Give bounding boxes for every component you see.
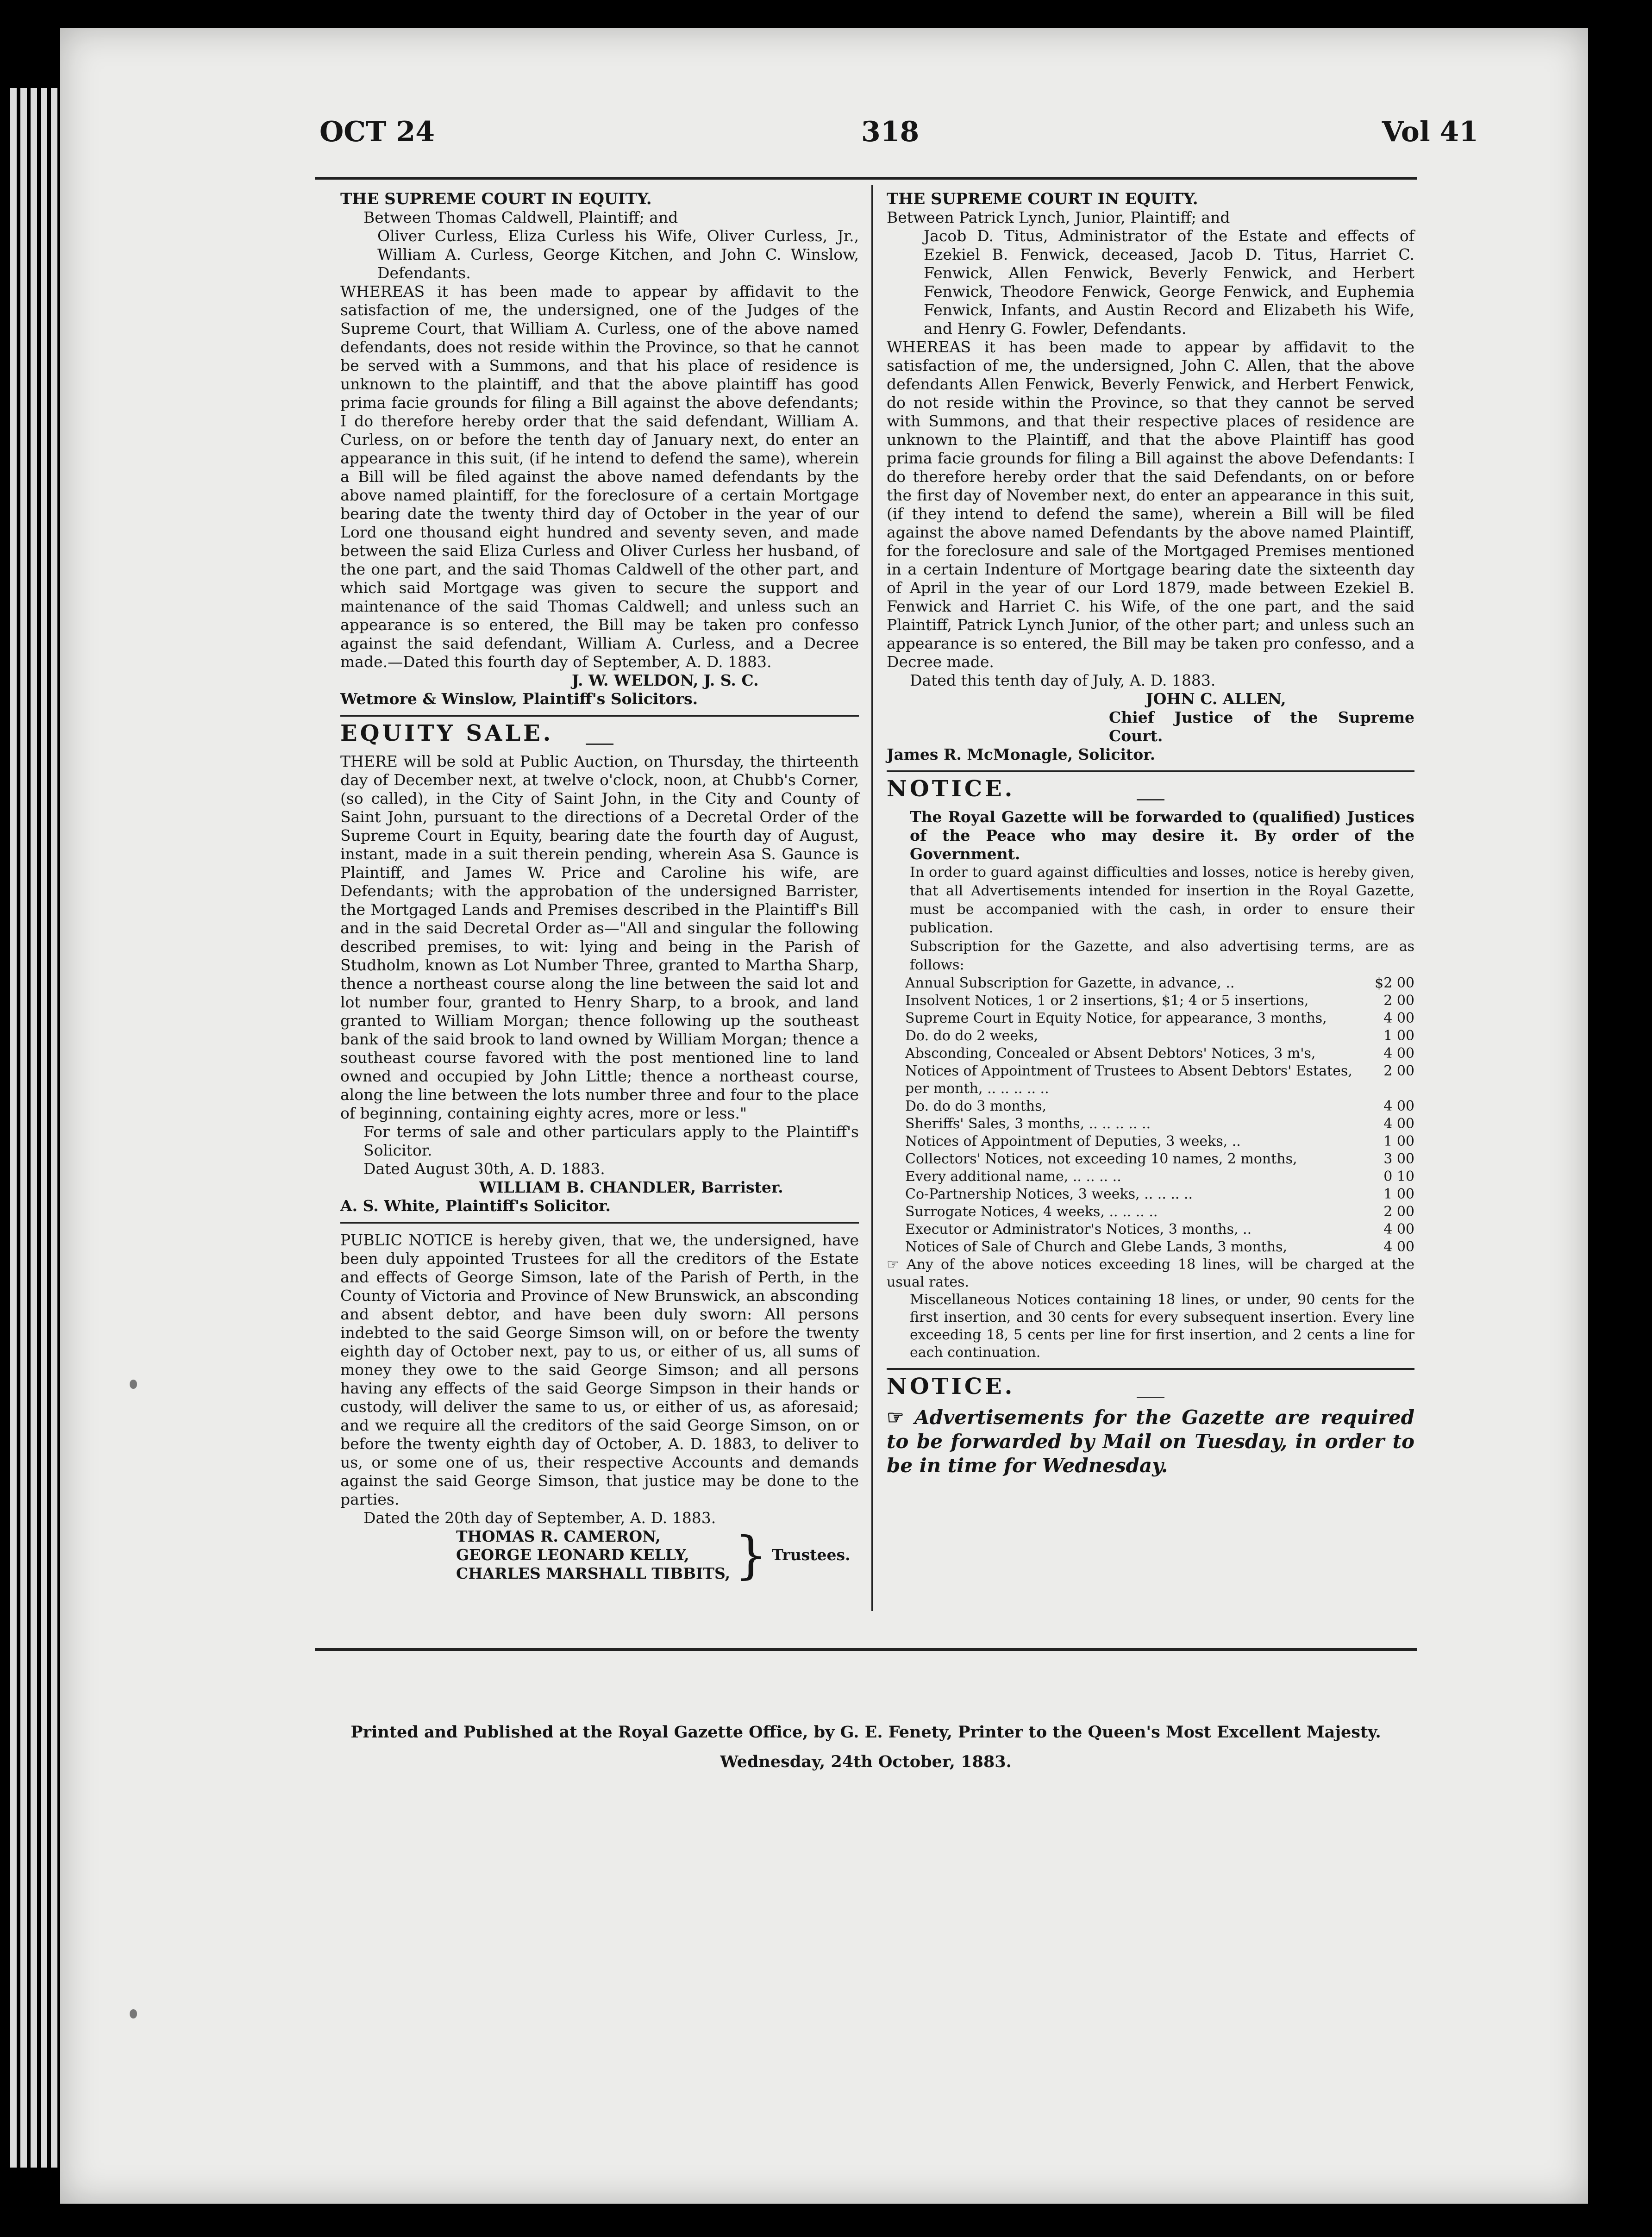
left-court-title: THE SUPREME COURT IN EQUITY. [340,190,652,208]
rate-row: Insolvent Notices, 1 or 2 insertions, $1; 4 or 5 insertions, 2 00 [905,993,1414,1009]
rate-row: Co-Partnership Notices, 3 weeks, .. .. .. .. 1 00 [905,1186,1414,1202]
column-divider [871,185,873,1611]
header-rule [315,177,1417,180]
trustees-label: Trustees. [772,1546,851,1564]
right-court-dated: Dated this tenth day of July, A. D. 1883. [910,671,1216,689]
notice-lead: The Royal Gazette will be forwarded to (qualified) Justices of the Peace who may desire it. By order of the Government. [910,808,1414,863]
right-court-parties: Between Patrick Lynch, Junior, Plaintiff; and [887,208,1230,226]
notice2-body [887,1406,1414,1478]
left-court-parties: Between Thomas Caldwell, Plaintiff; and [363,208,678,226]
notice-misc: Miscellaneous Notices containing 18 lines, or under, 90 cents for the first insertion, and 30 cents for every subsequent insertion. Every line exceeding 18, 5 cents per line for first insertion, and 2 cents a line for each continuation. [910,1292,1414,1361]
rate-row: Annual Subscription for Gazette, in advance, .. $2 00 [905,975,1414,991]
page-edge [41,88,47,2168]
equity-sale-body: THERE will be sold at Public Auction, on Thursday, the thirteenth day of December next, at twelve o'clock, noon, at Chubb's Corner, (so called), in the City of Saint John, in the City and County of Saint John, pursuant to the directions of a Decretal Order of the Supreme Court in Equity, bearing date the fourth day of August, instant, made in a suit therein pending, wherein Asa S. Gaunce is Plaintiff, and James W. Price and Caroline his wife, are Defendants; with the approbation of the undersigned Barrister, the Mortgaged Lands and Premises described in the Plaintiff's Bill and in the said Decretal Order as—"All and singular the following described premises, to wit: lying and being in the Parish of Studholm, known as Lot Number Three, granted to Martha Sharp, thence a northeast course along the line between the said lot and lot number four, granted to Henry Sharp, to a brook, and land granted to William Morgan; thence following up the southeast bank of the said brook to land owned by William Morgan; thence a southeast course favored with the post mentioned line to land owned and occupied by John Little; thence a northeast course, along the line between the lots number three and four to the place of beginning, containing eighty acres, more or less." [340,752,859,1122]
footer-rule [315,1648,1417,1651]
pointing-hand-icon: ☞ [887,1406,904,1429]
notice-exceed-text: Any of the above notices exceeding 18 lines, will be charged at the usual rates. [887,1256,1414,1290]
right-court-title: THE SUPREME COURT IN EQUITY. [887,190,1198,208]
binding-hole [130,1380,137,1389]
right-court-defendants: Jacob D. Titus, Administrator of the Estate and effects of Ezekiel B. Fenwick, deceased, Jacob D. Titus, Harriet C. Fenwick, Allen Fenwick, Beverly Fenwick, and Herbert Fenwick, Theodore Fenwick, George Fenwick, and Euphemia Fenwick, Infants, and Austin Record and Elizabeth his Wife, and Henry G. Fowler, Defendants. [924,227,1414,337]
page-header [315,111,1488,162]
page-footer [315,1718,1417,1777]
rate-row: Do. do do 2 weeks, 1 00 [905,1028,1414,1044]
section-rule [887,1368,1414,1370]
right-court-judge: JOHN C. ALLEN, [1146,690,1286,708]
notice2-title: NOTICE. [887,1374,1015,1400]
volume-number: Vol 41 [1382,116,1478,148]
equity-sale-dated: Dated August 30th, A. D. 1883. [363,1160,605,1178]
rate-row: Executor or Administrator's Notices, 3 months, .. 4 00 [905,1221,1414,1237]
equity-sale-barrister: WILLIAM B. CHANDLER, Barrister. [479,1178,783,1196]
notice-guard: In order to guard against difficulties and losses, notice is hereby given, that all Advertisements intended for insertion in the Royal Gazette, must be accompanied with the cash, in order to ensure their publication. [910,864,1414,936]
rate-row: Notices of Appointment of Deputies, 3 weeks, .. 1 00 [905,1133,1414,1150]
short-rule [1137,799,1164,800]
rate-row: Every additional name, .. .. .. .. 0 10 [905,1168,1414,1185]
left-court-judge: J. W. WELDON, J. S. C. [572,671,759,689]
equity-sale-title: EQUITY SALE. [340,720,554,746]
short-rule [586,744,613,745]
notice-exceed [887,1256,1414,1291]
left-court-defendants: Oliver Curless, Eliza Curless his Wife, Oliver Curless, Jr., William A. Curless, George Kitchen, and John C. Winslow, Defendants. [377,227,859,282]
right-court-body: WHEREAS it has been made to appear by affidavit to the satisfaction of me, the undersigned, John C. Allen, that the above defendants Allen Fenwick, Beverly Fenwick, and Herbert Fenwick, do not reside within the Province, so that they cannot be served with Summons, and that their respective places of residence are unknown to the Plaintiff, and that the above Plaintiff has good prima facie grounds for filing a Bill against the above Defendants: I do therefore hereby order that the said Defendants, on or before the first day of November next, do enter an appearance in this suit, (if they intend to defend the same), wherein a Bill will be filed against the above named Defendants by the above named Plaintiff, for the foreclosure and sale of the Mortgaged Premises mentioned in a certain Indenture of Mortgage bearing date the sixteenth day of April in the year of our Lord 1879, made between Ezekiel B. Fenwick and Harriet C. his Wife, of the one part, and the said Plaintiff, Patrick Lynch Junior, of the other part; and unless such an appearance is so entered, the Bill may be taken pro confesso, and a Decree made. [887,338,1414,671]
rate-row: Absconding, Concealed or Absent Debtors' Notices, 3 m's, 4 00 [905,1045,1414,1062]
section-rule [887,770,1414,772]
publisher-line: Printed and Published at the Royal Gazette Office, by G. E. Fenety, Printer to the Queen's Most Excellent Majesty. [350,1723,1381,1742]
equity-sale-solicitor: A. S. White, Plaintiff's Solicitor. [340,1197,611,1215]
page-edge [20,88,27,2168]
pointing-hand-icon: ☞ [887,1256,899,1273]
rate-row: Surrogate Notices, 4 weeks, .. .. .. .. 2 00 [905,1204,1414,1220]
trustee-name: GEORGE LEONARD KELLY, [456,1546,689,1564]
left-court-body: WHEREAS it has been made to appear by affidavit to the satisfaction of me, the undersigned, one of the Judges of the Supreme Court, that William A. Curless, one of the above named defendants, does not reside within the Province, so that he cannot be served with a Summons, and that his place of residence is unknown to the plaintiff, and that the above plaintiff has good prima facie grounds for filing a Bill against the above defendants; I do therefore hereby order that the said defendant, William A. Curless, on or before the tenth day of January next, do enter an appearance in this suit, (if he intend to defend the same), wherein a Bill will be filed against the above named defendants by the above named plaintiff, for the foreclosure of a certain Mortgage bearing date the twenty third day of October in the year of our Lord one thousand eight hundred and seventy seven, and made between the said Eliza Curless and Oliver Curless her husband, of the one part, and the said Thomas Caldwell of the other part, and which said Mortgage was given to secure the support and maintenance of the said Thomas Caldwell; and unless such an appearance is so entered, the Bill may be taken pro confesso against the said defendant, William A. Curless, and a Decree made.—Dated this fourth day of September, A. D. 1883. [340,282,859,671]
section-rule [340,1222,859,1224]
issue-date: OCT 24 [319,116,435,148]
right-court-solicitor: James R. McMonagle, Solicitor. [887,745,1156,763]
trustee-name: THOMAS R. CAMERON, [456,1527,661,1545]
rate-row: Supreme Court in Equity Notice, for appearance, 3 months, 4 00 [905,1010,1414,1026]
short-rule [1137,1397,1164,1398]
right-column [887,190,1414,1478]
notice-title: NOTICE. [887,776,1015,802]
right-court-judge-title: Chief Justice of the Supreme Court. [1109,708,1414,745]
rate-row: Notices of Sale of Church and Glebe Lands, 3 months, 4 00 [905,1239,1414,1255]
equity-sale-terms: For terms of sale and other particulars apply to the Plaintiff's Solicitor. [363,1123,859,1159]
page-number: 318 [861,116,920,148]
left-column [340,190,859,1583]
section-rule [340,715,859,717]
trustee-name: CHARLES MARSHALL TIBBITS, [456,1564,731,1582]
left-court-solicitors: Wetmore & Winslow, Plaintiff's Solicitors. [340,690,698,708]
page-edge [10,88,17,2168]
trustees-block [340,1527,859,1583]
binding-hole [130,2009,137,2018]
notice2-text: Advertisements for the Gazette are required to be forwarded by Mail on Tuesday, in order to be in time for Wednesday. [887,1406,1414,1477]
page-edge [51,88,57,2168]
brace-glyph: } [735,1525,768,1585]
public-notice-dated: Dated the 20th day of September, A. D. 1883. [363,1509,716,1527]
rate-row: Do. do do 3 months, 4 00 [905,1098,1414,1114]
notice-subscription: Subscription for the Gazette, and also advertising terms, are as follows: [910,938,1414,973]
rate-row: Collectors' Notices, not exceeding 10 names, 2 months, 3 00 [905,1151,1414,1167]
publication-date: Wednesday, 24th October, 1883. [720,1752,1012,1771]
rate-row: Notices of Appointment of Trustees to Absent Debtors' Estates, per month, .. .. .. .. .. 2 00 [905,1063,1414,1097]
page-edge [31,88,37,2168]
rates-table [887,975,1414,1256]
public-notice-body: PUBLIC NOTICE is hereby given, that we, the undersigned, have been duly appointed Trustees for all the creditors of the Estate and effects of George Simson, late of the Parish of Perth, in the County of Victoria and Province of New Brunswick, an absconding and absent debtor, and have been duly sworn: All persons indebted to the said George Simson will, on or before the twenty eighth day of October next, pay to us, or either of us, all sums of money they owe to the said George Simson; and all persons having any effects of the said George Simpson in their hands or custody, will deliver the same to us, or either of us, as aforesaid; and we require all the creditors of the said George Simson, on or before the twenty eighth day of October, A. D. 1883, to deliver to us, or some one of us, their respective Accounts and demands against the said George Simson, that justice may be done to the parties. [340,1231,859,1508]
rate-row: Sheriffs' Sales, 3 months, .. .. .. .. .. 4 00 [905,1116,1414,1132]
